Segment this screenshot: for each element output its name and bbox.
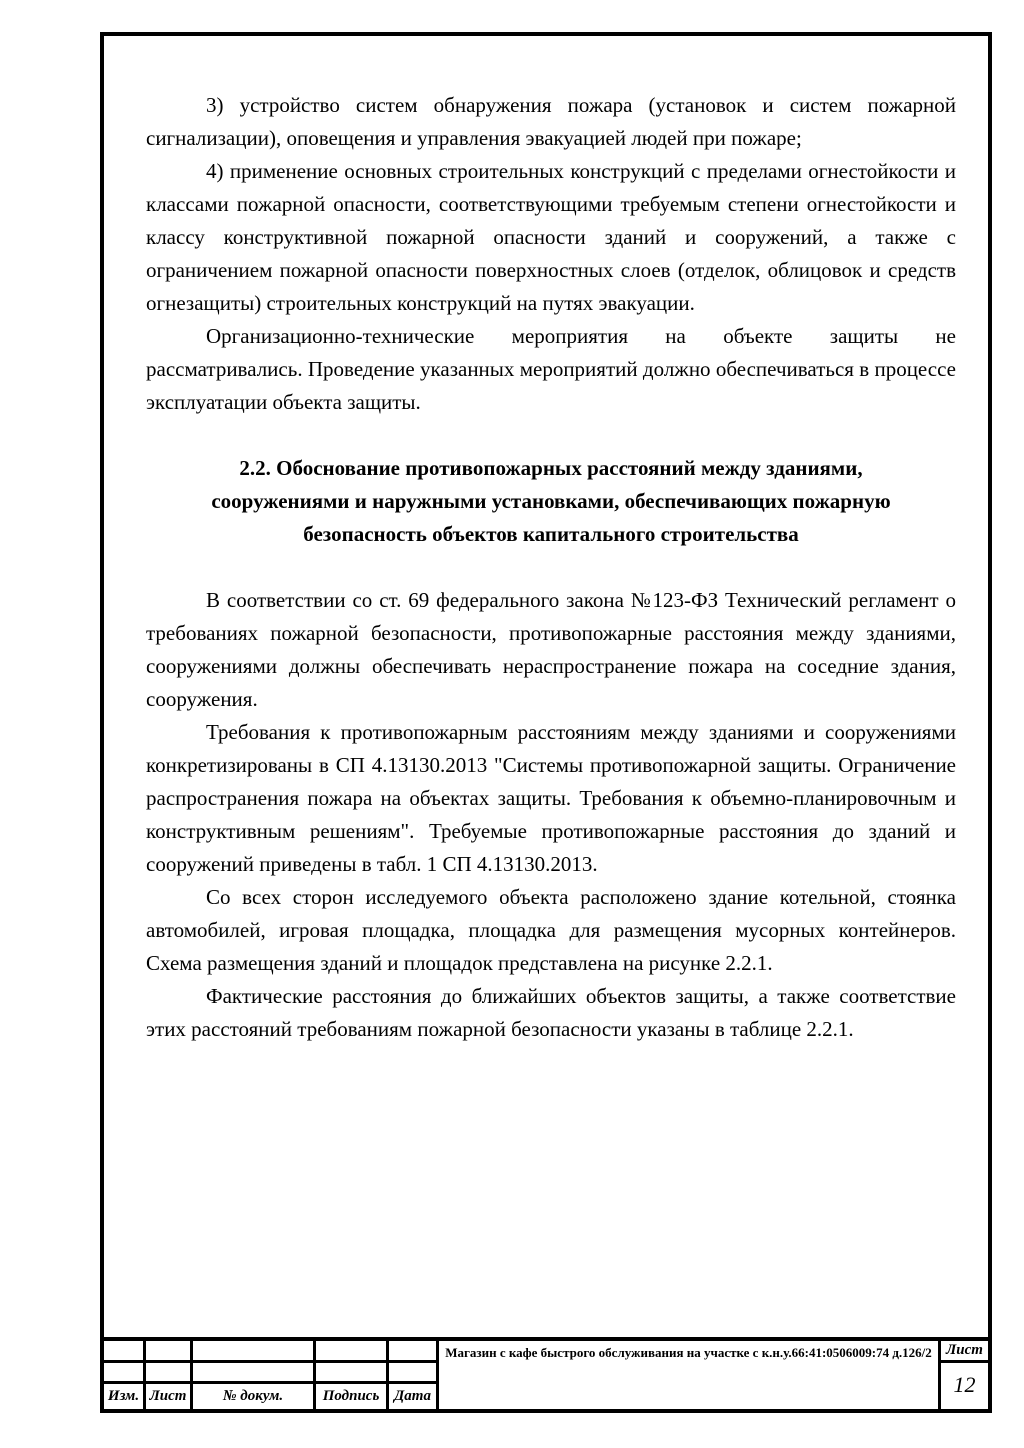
stamp-empty-cell [104,1363,146,1384]
stamp-label-izm: Изм. [104,1384,146,1409]
body-paragraph: Фактические расстояния до ближайших объектов защиты, а также соответствие этих расстояний требованиям пожарной безопасности указаны в таблице 2.2.1. [146,984,956,1041]
body-paragraph: 3) устройство систем обнаружения пожара (установок и систем пожарной сигнализации), оповещения и управления эвакуацией людей при пожаре; [146,93,956,150]
stamp-empty-cell [146,1363,193,1384]
stamp-label-data: Дата [389,1384,439,1409]
title-block-stamp [104,1337,988,1409]
stamp-empty-cell [193,1363,316,1384]
stamp-label-ndokum: № докум. [193,1384,316,1409]
stamp-document-title-cell [439,1341,938,1409]
body-paragraph: В соответствии со ст. 69 федерального закона №123-ФЗ Технический регламент о требованиях пожарной безопасности, противопожарные расстояния между зданиями, сооружениями должны обеспечивать нераспространение пожара на соседние здания, сооружения. [146,588,956,711]
page-frame [100,32,992,1413]
body-paragraph: Организационно-технические мероприятия на объекте защиты не рассматривались. Проведение указанных мероприятий должно обеспечиваться в процессе эксплуатации объекта защиты. [146,324,956,414]
stamp-revision-table [104,1341,439,1409]
body-paragraph: Требования к противопожарным расстояниям между зданиями и сооружениями конкретизированы в СП 4.13130.2013 "Системы противопожарной защиты. Ограничение распространения пожара на объектах защиты. Требования к объемно-планировочным и конструктивным решениям". Требуемые противопожарные расстояния до зданий и сооружений приведены в табл. 1 СП 4.13130.2013. [146,720,956,876]
section-heading: 2.2. Обоснование противопожарных расстояний между зданиями, сооружениями и наружными установками, обеспечивающих пожарную безопасность объектов капитального строительства [211,456,891,546]
stamp-empty-cell [389,1363,439,1384]
stamp-empty-cell [146,1341,193,1363]
stamp-empty-cell [316,1363,389,1384]
stamp-document-title: Магазин с кафе быстрого обслуживания на участке с к.н.у.66:41:0506009:74 д.126/2 [445,1345,932,1360]
stamp-sheet-label: Лист [941,1341,988,1363]
body-paragraph: 4) применение основных строительных конструкций с пределами огнестойкости и классами пожарной опасности, соответствующими требуемым степени огнестойкости и классу конструктивной пожарной опасности зданий и сооружений, а также с ограничением пожарной опасности поверхностных слоев (отделок, облицовок и средств огнезащиты) строительных конструкций на путях эвакуации. [146,159,956,315]
stamp-empty-cell [104,1341,146,1363]
stamp-label-list: Лист [146,1384,193,1409]
stamp-empty-cell [389,1341,439,1363]
page-content [104,36,988,1046]
stamp-empty-cell [193,1341,316,1363]
stamp-sheet-number: 12 [953,1371,976,1397]
stamp-empty-cell [316,1341,389,1363]
body-paragraph: Со всех сторон исследуемого объекта расположено здание котельной, стоянка автомобилей, игровая площадка, площадка для размещения мусорных контейнеров. Схема размещения зданий и площадок представлена на рисунке 2.2.1. [146,885,956,975]
stamp-label-podpis: Подпись [316,1384,389,1409]
stamp-sheet-cell [938,1341,988,1409]
